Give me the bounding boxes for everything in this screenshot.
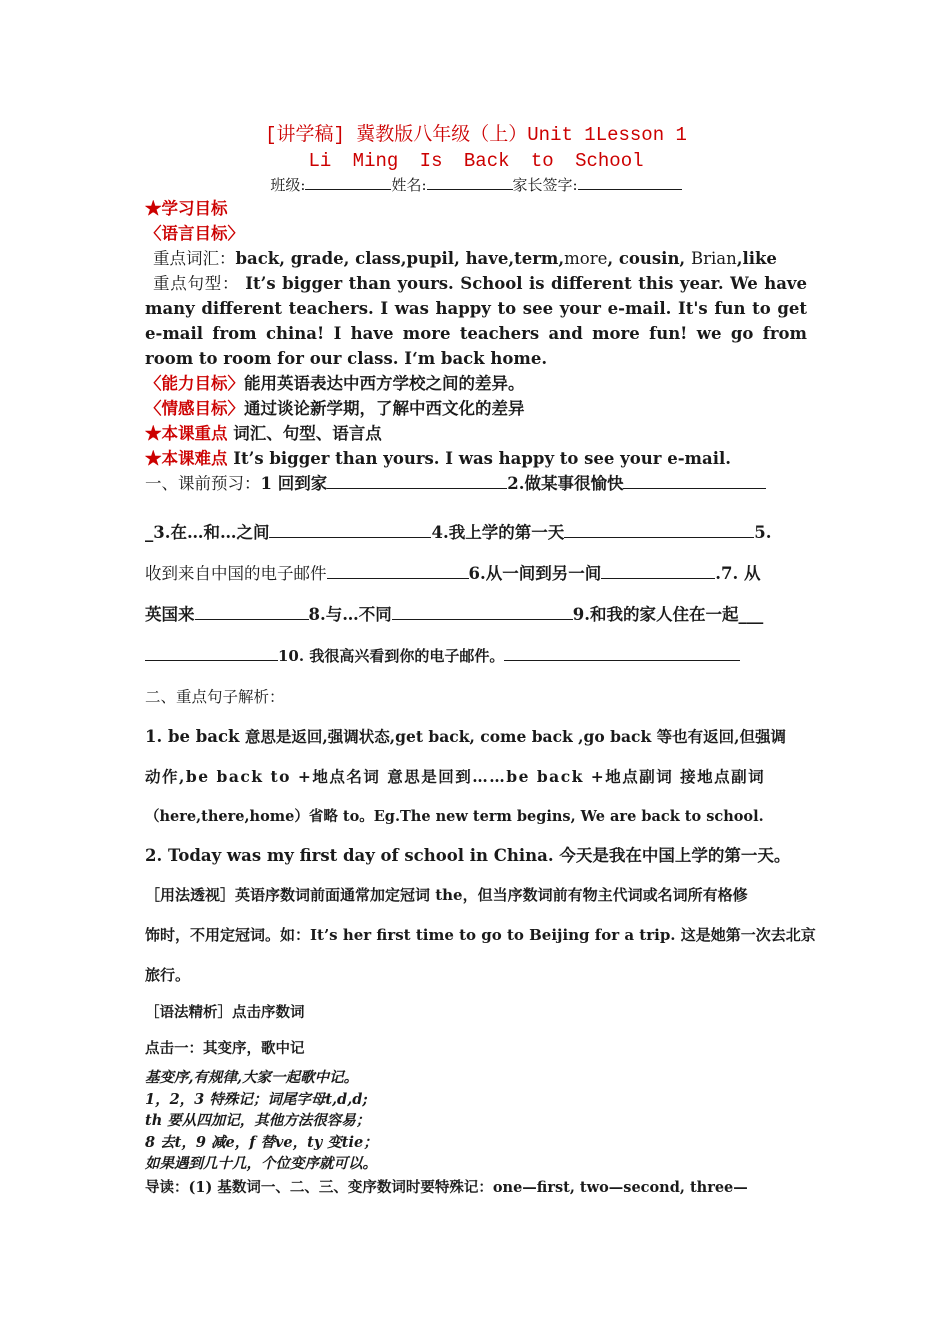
lesson-key-points [145,421,807,446]
preview-item-4: 4.我上学的第一天 [431,523,565,542]
preview-item-7: 英国来 [145,605,195,624]
preview-exercise [145,471,807,677]
preview-item-8: 8.与…不同 [308,605,392,624]
objectives-heading: ★学习目标 [145,199,228,218]
answer-blank-5[interactable] [327,563,469,579]
preview-item-5-number: 5. [754,523,772,542]
rhyme-line-4: 8 去t，9 减e，f 替ve，ty 变tie； [145,1133,378,1151]
answer-blank-8[interactable] [392,604,573,620]
document-title: [讲学稿] 冀教版八年级（上）Unit 1Lesson 1 [265,124,687,146]
difficulties-text: It’s bigger than yours. I was happy to see your e-mail. [227,449,731,468]
vocab-label: 重点词汇： [153,249,236,268]
usage-note-line-2: 饰时，不用定冠词。如：It’s her first time to go to Beijing for a trip. 这是她第一次去北京 [145,926,816,944]
preview-heading: 一、课前预习： [145,474,261,493]
pattern-label: 重点句型： [153,274,240,293]
analysis-heading: 二、重点句子解析： [145,688,285,706]
preview-item-10: 10. 我很高兴看到你的电子邮件。 [278,647,505,665]
name-blank[interactable] [427,174,513,190]
preview-item-2: 2.做某事很愉快 [507,474,624,493]
preview-item-3: _3.在…和…之间 [145,523,270,542]
rhyme-line-2: 1，2，3 特殊记；词尾字母t,d,d; [145,1090,368,1108]
answer-blank-4[interactable] [564,522,754,538]
answer-blank-3[interactable] [269,522,431,538]
language-objective-label: 〈语言目标〉 [145,224,244,243]
key-sentence-patterns [145,271,807,371]
answer-blank-9-start: ___ [738,605,764,624]
grammar-point-1: 点击一：其变序，歌中记 [145,1040,305,1057]
sentence-analysis [145,677,816,1201]
preview-item-5: 收到来自中国的电子邮件 [145,564,327,583]
vocab-word-brian: Brian [690,249,737,268]
name-label: 姓名: [391,176,427,194]
answer-blank-6[interactable] [601,563,715,579]
key-points-label: ★本课重点 [145,424,228,443]
analysis-point-1-line-2: 动作,be back to +地点名词 意思是回到……be back +地点副词 接地点副词 [145,767,766,786]
emotion-objective [145,396,807,421]
vocab-words-3: ,like [736,249,777,268]
lesson-difficulties [145,446,807,471]
rhyme-line-5: 如果遇到几十几，个位变序就可以。 [145,1155,377,1172]
ability-objective [145,371,807,396]
parent-signature-blank[interactable] [578,174,682,190]
difficulties-label: ★本课难点 [145,449,228,468]
preview-item-7-number: .7. 从 [715,564,761,583]
preview-item-1: 1 回到家 [260,474,328,493]
class-label: 班级: [270,176,306,194]
point-1-phrase: 1. be back [145,727,240,746]
point-1-text: 意思是返回,强调状态,get back, come back ,go back 等也有返回,但强调 [239,727,786,746]
ability-label: 〈能力目标〉 [145,374,244,393]
preview-item-9: 9.和我的家人住在一起 [572,605,739,624]
preview-line-4 [145,594,807,635]
analysis-point-1-line-3: （here,there,home）省略 to。Eg.The new term begins, We are back to school. [145,808,764,825]
signature-row [145,174,807,196]
key-vocabulary [145,246,807,271]
usage-note-line-3: 旅行。 [145,966,191,984]
lesson-title: Li Ming Is Back to School [308,150,644,172]
analysis-point-2: 2. Today was my first day of school in China. 今天是我在中国上学的第一天。 [145,846,791,865]
document-page [145,122,816,1201]
usage-note-line-1: ［用法透视］英语序数词前面通常加定冠词 the，但当序数词前有物主代词或名词所有格修 [145,886,748,904]
rhyme-line-1: 基变序,有规律,大家一起歌中记。 [145,1069,359,1086]
ordinal-rhyme [145,1067,807,1175]
class-blank[interactable] [305,174,391,190]
rhyme-line-3: th 要从四加记，其他方法很容易； [145,1112,371,1129]
vocab-words-2: , cousin, [607,249,691,268]
preview-line-1 [145,471,807,496]
ability-text: 能用英语表达中西方学校之间的差异。 [244,374,525,393]
vocab-word-more: more [564,249,608,268]
preview-line-3 [145,553,807,594]
key-points-text: 词汇、句型、语言点 [227,424,382,443]
pattern-text: It’s bigger than yours. School is different this year. We have many different teachers. I was happy to see your e-mail. It's fun to get e-mail from china! I have more teachers and more fun! we go from room to room for our class. I‘m back home. [145,274,808,368]
emotion-label: 〈情感目标〉 [145,399,244,418]
analysis-point-1 [145,717,807,757]
preview-line-5 [145,635,807,677]
answer-blank-9[interactable] [145,645,278,661]
answer-blank-1[interactable] [327,473,507,489]
answer-blank-2[interactable] [623,473,766,489]
emotion-text: 通过谈论新学期，了解中西文化的差异 [244,399,525,418]
vocab-words-1: back, grade, class,pupil, have,term, [235,249,565,268]
preview-item-6: 6.从一间到另一间 [468,564,602,583]
preview-line-2 [145,512,807,553]
answer-blank-7[interactable] [195,604,309,620]
parent-signature-label: 家长签字: [512,176,578,194]
guide-text: 导读：(1) 基数词一、二、三、变序数词时要特殊记：one—first, two—second, three— [145,1178,748,1196]
answer-blank-10[interactable] [504,645,740,661]
grammar-note-heading: ［语法精析］点击序数词 [145,1004,305,1021]
